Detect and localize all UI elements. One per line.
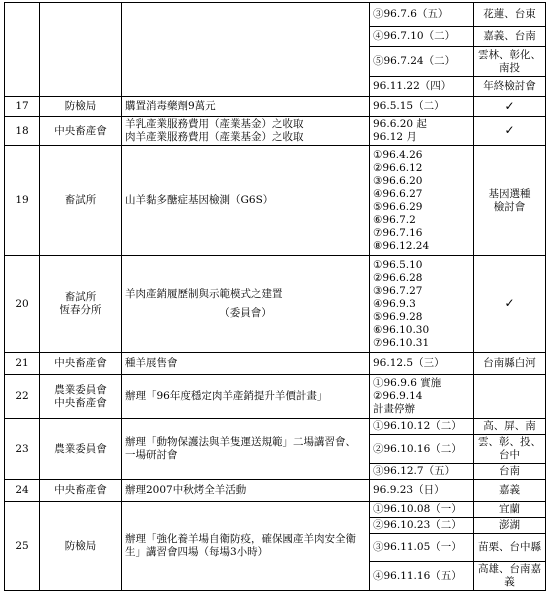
table-row <box>5 480 546 502</box>
note-line: 基因選種 <box>488 187 531 200</box>
date-cell: ④96.11.16（五） <box>370 562 474 591</box>
date-line: ③96.6.20 <box>373 174 423 187</box>
note-cell: 澎湖 <box>474 518 546 534</box>
date-cell: 96.11.22（四） <box>370 77 474 97</box>
note-cell: 雲、彰、投、台中 <box>474 435 546 464</box>
note-cell: 年終檢討會 <box>474 77 546 97</box>
note-cell <box>474 375 546 419</box>
note-line: 檢討會 <box>493 200 526 213</box>
org-cell: 畜試所 <box>40 146 122 256</box>
date-cell: 96.12.5（三） <box>370 353 474 375</box>
row-number: 21 <box>5 353 40 375</box>
item-cell: 購置消毒藥劑9萬元 <box>122 97 370 117</box>
check-icon: ✓ <box>504 123 515 137</box>
date-line: ②96.6.28 <box>373 271 423 284</box>
item-cell: 山羊黏多醣症基因檢測（G6S） <box>122 146 370 256</box>
date-cell: ③96.12.7（五） <box>370 464 474 480</box>
date-line: ④96.9.3 <box>373 297 416 310</box>
item-line: 肉羊產業服務費用（產業基金）之收取 <box>125 131 304 143</box>
schedule-table <box>4 2 546 591</box>
item-line: 羊乳產業服務費用（產業基金）之收取 <box>125 118 304 130</box>
date-cell: ⑤96.7.24（二） <box>370 47 474 77</box>
date-cell <box>370 146 474 256</box>
date-cell: 96.9.23（日） <box>370 480 474 502</box>
date-line: ⑥96.7.2 <box>373 213 416 226</box>
date-cell: ④96.7.10（二） <box>370 27 474 47</box>
date-cell <box>370 117 474 146</box>
org-line: 中央畜產會 <box>54 396 107 409</box>
table-row <box>5 97 546 117</box>
row-number: 19 <box>5 146 40 256</box>
table-row <box>5 375 546 419</box>
item-cell <box>122 117 370 146</box>
date-line: ⑦96.7.16 <box>373 226 423 239</box>
org-cell: 防檢局 <box>40 97 122 117</box>
note-cell: 苗栗、台中縣 <box>474 534 546 562</box>
item-line: 羊肉產銷履歷制與示範模式之建置 <box>125 288 283 300</box>
item-cell: 辦理「動物保護法與羊隻運送規範」二場講習會、一場研討會 <box>122 419 370 480</box>
date-line: ⑤96.6.29 <box>373 200 423 213</box>
date-line: 計畫停辦 <box>373 403 415 415</box>
table-row <box>5 3 546 27</box>
item-cell <box>122 3 370 97</box>
check-icon: ✓ <box>504 98 515 113</box>
date-line: ③96.7.27 <box>373 284 423 297</box>
note-cell: 花蓮、台東 <box>474 3 546 27</box>
date-line: ②96.9.14 <box>373 390 423 402</box>
date-cell: ①96.10.12（二） <box>370 419 474 435</box>
note-cell: 嘉義 <box>474 480 546 502</box>
item-cell: 辦理2007中秋烤全羊活動 <box>122 480 370 502</box>
table-row <box>5 419 546 435</box>
date-cell: ③96.7.6（五） <box>370 3 474 27</box>
row-number: 22 <box>5 375 40 419</box>
date-cell: 96.5.15（二） <box>370 97 474 117</box>
note-cell <box>474 146 546 256</box>
date-cell: ①96.10.08（一） <box>370 502 474 518</box>
row-number: 18 <box>5 117 40 146</box>
note-cell: 台南 <box>474 464 546 480</box>
date-line: ①96.5.10 <box>373 258 423 271</box>
date-cell: ②96.10.23（二） <box>370 518 474 534</box>
table-row <box>5 117 546 146</box>
org-cell <box>40 256 122 353</box>
table-row <box>5 256 546 353</box>
org-cell <box>40 375 122 419</box>
note-cell: 雲林、彰化、南投 <box>474 47 546 77</box>
date-line: ⑤96.9.28 <box>373 310 423 323</box>
item-cell: 辦理「96年度穩定肉羊產銷提升羊價計畫」 <box>122 375 370 419</box>
item-line: （委員會） <box>219 307 272 319</box>
org-cell: 農業委員會 <box>40 419 122 480</box>
org-cell: 中央畜產會 <box>40 117 122 146</box>
check-icon: ✓ <box>504 296 515 310</box>
org-line: 農業委員會 <box>54 383 107 396</box>
date-line: ①96.9.6 實施 <box>373 377 442 389</box>
table-row <box>5 353 546 375</box>
date-cell: ②96.10.16（二） <box>370 435 474 464</box>
note-cell: 嘉義、台南 <box>474 27 546 47</box>
date-line: ①96.4.26 <box>373 148 423 161</box>
org-line: 畜試所 <box>64 291 97 303</box>
row-number: 20 <box>5 256 40 353</box>
table-row <box>5 146 546 256</box>
row-number: 17 <box>5 97 40 117</box>
item-cell <box>122 256 370 353</box>
date-cell <box>370 256 474 353</box>
date-cell <box>370 375 474 419</box>
note-cell: 高雄、台南嘉義 <box>474 562 546 591</box>
org-line: 恆春分所 <box>59 304 102 316</box>
table-row <box>5 502 546 518</box>
org-cell <box>40 3 122 97</box>
date-cell: ③96.11.05（一） <box>370 534 474 562</box>
org-cell: 中央畜產會 <box>40 480 122 502</box>
note-cell: 高、屏、南 <box>474 419 546 435</box>
date-line: 96.6.20 起 <box>373 118 427 130</box>
date-line: ⑥96.10.30 <box>373 323 430 336</box>
row-number: 25 <box>5 502 40 591</box>
item-cell: 種羊展售會 <box>122 353 370 375</box>
row-number: 23 <box>5 419 40 480</box>
item-cell: 辦理「強化養羊場自衛防疫，確保國產羊肉安全衛生」講習會四場（每場3小時） <box>122 502 370 591</box>
note-cell: 宜蘭 <box>474 502 546 518</box>
org-cell: 防檢局 <box>40 502 122 591</box>
org-cell: 中央畜產會 <box>40 353 122 375</box>
date-line: ⑦96.10.31 <box>373 336 430 349</box>
date-line: 96.12 月 <box>373 131 417 143</box>
row-number: 24 <box>5 480 40 502</box>
date-line: ②96.6.12 <box>373 161 423 174</box>
date-line: ⑧96.12.24 <box>373 239 430 252</box>
note-cell: 台南縣白河 <box>474 353 546 375</box>
row-number <box>5 3 40 97</box>
date-line: ④96.6.27 <box>373 187 423 200</box>
